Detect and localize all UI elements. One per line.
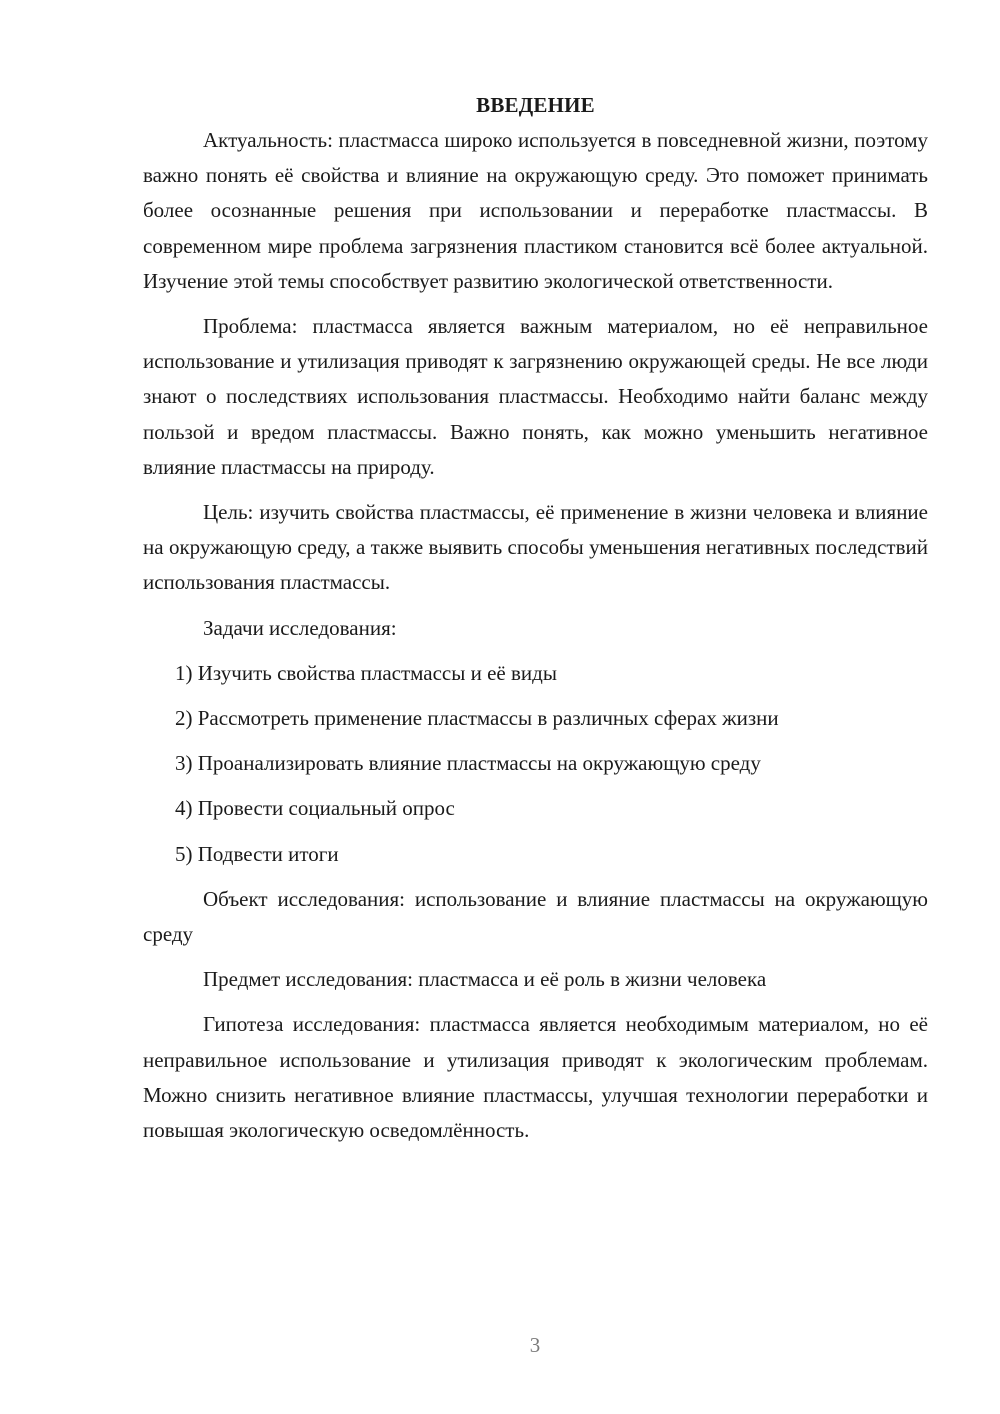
list-item: 1) Изучить свойства пластмассы и её виды bbox=[175, 660, 557, 685]
paragraph-relevance: Актуальность: пластмасса широко используется в повседневной жизни, поэтому важно понять её свойства и влияние на окружающую среду. Это поможет принимать более осознанные решения при использовании и переработке пластмассы. В современном мире проблема загрязнения пластиком становится всё более актуальной. Изучение этой темы способствует развитию экологической ответственности. bbox=[143, 128, 928, 293]
tasks-list bbox=[143, 656, 928, 872]
paragraph-hypothesis: Гипотеза исследования: пластмасса является необходимым материалом, но её неправильное использование и утилизация приводят к экологическим проблемам. Можно снизить негативное влияние пластмассы, улучшая технологии переработки и повышая экологическую осведомлённость. bbox=[143, 1012, 928, 1143]
paragraph-goal: Цель: изучить свойства пластмассы, её применение в жизни человека и влияние на окружающую среду, а также выявить способы уменьшения негативных последствий использования пластмассы. bbox=[143, 500, 928, 595]
list-item: 5) Подвести итоги bbox=[175, 841, 339, 866]
page-number: 3 bbox=[529, 1333, 541, 1357]
list-item: 4) Провести социальный опрос bbox=[175, 796, 455, 821]
paragraph-subject: Предмет исследования: пластмасса и её роль в жизни человека bbox=[203, 967, 767, 992]
paragraph-object: Объект исследования: использование и влияние пластмассы на окружающую среду bbox=[143, 886, 928, 947]
paragraph-problem: Проблема: пластмасса является важным материалом, но её неправильное использование и утилизация приводят к загрязнению окружающей среды. Не все люди знают о последствиях использования пластмассы. Необходимо найти баланс между пользой и вредом пластмассы. Важно понять, как можно уменьшить негативное влияние пластмассы на природу. bbox=[143, 314, 928, 479]
page-content bbox=[143, 88, 928, 1158]
section-title: ВВЕДЕНИЕ bbox=[476, 93, 595, 117]
list-item: 3) Проанализировать влияние пластмассы на окружающую среду bbox=[175, 751, 761, 776]
list-item: 2) Рассмотреть применение пластмассы в различных сферах жизни bbox=[175, 706, 779, 731]
paragraph-tasks-heading: Задачи исследования: bbox=[203, 615, 397, 640]
